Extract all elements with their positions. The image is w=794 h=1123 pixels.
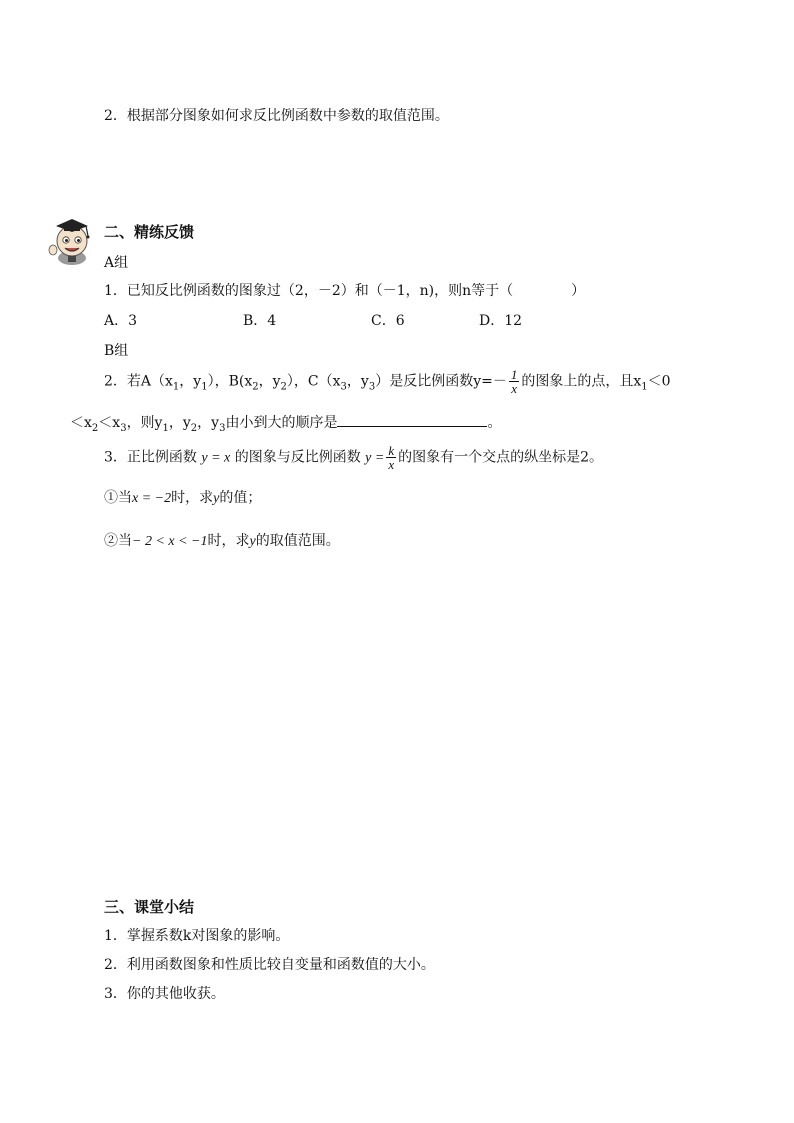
q2-text: 的图象上的点，且x bbox=[521, 373, 642, 390]
q2-sub: 3 bbox=[340, 381, 347, 393]
q3-sub1-text: 时，求 bbox=[171, 490, 214, 506]
question-1-prefix: 1．已知反比例函数的图象过（2，－2）和（－1，n)，则n等于（ bbox=[104, 283, 514, 299]
q2-text: 。 bbox=[487, 415, 502, 431]
q2-sub: 2 bbox=[252, 381, 259, 393]
group-b-label: B组 bbox=[104, 343, 129, 359]
fraction-denominator: x bbox=[511, 381, 517, 396]
q3-text: 3．正比例函数 bbox=[104, 449, 197, 466]
summary-item-2: 2．利用函数图象和性质比较自变量和函数值的大小。 bbox=[104, 957, 435, 973]
summary-item-3: 3．你的其他收获。 bbox=[104, 986, 225, 1002]
group-a-label: A组 bbox=[104, 255, 129, 271]
section2-title: 二、精练反馈 bbox=[104, 223, 195, 241]
q2-text: ），B(x bbox=[207, 373, 253, 390]
q2-function: y=－ bbox=[473, 373, 507, 390]
q2-text: ＜x bbox=[70, 415, 92, 431]
q2-sub: 1 bbox=[172, 381, 180, 393]
q2-text: 2．若A（x bbox=[104, 373, 173, 390]
q2-text: ）是反比例函数 bbox=[375, 373, 474, 390]
question-1 bbox=[104, 281, 585, 301]
option-a: A．3 bbox=[104, 313, 138, 329]
question-2-line-1 bbox=[104, 368, 671, 397]
student-mascot-icon bbox=[46, 214, 98, 266]
question-3-sub-2 bbox=[104, 531, 340, 552]
section3-title: 三、课堂小结 bbox=[104, 898, 195, 916]
section1-item-2: 2．根据部分图象如何求反比例函数中参数的取值范围。 bbox=[104, 108, 449, 124]
q3-function: y = bbox=[365, 450, 385, 466]
q2-text: 由小到大的顺序是 bbox=[225, 415, 338, 431]
question-3 bbox=[104, 444, 603, 471]
q2-sub: 3 bbox=[368, 381, 376, 393]
q3-sub2-text: 时，求 bbox=[207, 533, 250, 549]
q3-sub2-equation: − 2 < x < −1 bbox=[132, 534, 208, 549]
q3-sub1-variable: y bbox=[213, 491, 220, 506]
fraction-1-over-x bbox=[509, 368, 520, 395]
q2-sub: 1 bbox=[201, 381, 208, 393]
q2-sub: 1 bbox=[641, 381, 648, 393]
q2-sub: 2 bbox=[280, 381, 287, 393]
q2-text: ），C（x bbox=[286, 373, 341, 390]
q2-sub: 3 bbox=[120, 422, 127, 434]
fraction-k-over-x bbox=[386, 444, 396, 471]
q2-text: ＜0 bbox=[647, 373, 671, 390]
option-b: B．4 bbox=[243, 313, 277, 329]
q3-text: 的图象有一个交点的纵坐标是2。 bbox=[398, 449, 604, 466]
answer-blank[interactable] bbox=[337, 412, 487, 427]
q3-sub2-variable: y bbox=[249, 534, 256, 549]
fraction-denominator: x bbox=[388, 457, 395, 472]
q3-text: 的图象与反比例函数 bbox=[234, 449, 361, 466]
q3-sub2-text: ②当 bbox=[104, 533, 132, 549]
q2-text: ，则y bbox=[126, 415, 163, 431]
q2-sub: 3 bbox=[219, 422, 226, 434]
q2-text: ＜x bbox=[98, 415, 121, 431]
question-2-line-2 bbox=[70, 412, 501, 439]
q2-sub: 2 bbox=[190, 422, 198, 434]
q2-text: ，y bbox=[258, 373, 281, 390]
option-d: D．12 bbox=[479, 313, 523, 329]
q3-sub1-text: ①当 bbox=[104, 490, 132, 506]
q2-text: ，y bbox=[168, 415, 191, 431]
question-1-suffix: ） bbox=[571, 283, 586, 299]
q3-sub1-text: 的值； bbox=[219, 490, 262, 506]
q2-text: ，y bbox=[179, 373, 202, 390]
q3-equation: y = x bbox=[201, 450, 231, 466]
q2-sub: 1 bbox=[162, 422, 169, 434]
q2-sub: 2 bbox=[91, 422, 99, 434]
q2-text: ，y bbox=[346, 373, 369, 390]
q3-sub1-equation: x = −2 bbox=[132, 491, 172, 506]
q3-sub2-text: 的取值范围。 bbox=[255, 533, 340, 549]
fraction-numerator: k bbox=[388, 443, 395, 458]
summary-item-1: 1．掌握系数k对图象的影响。 bbox=[104, 928, 290, 944]
question-3-sub-1 bbox=[104, 488, 261, 509]
q2-text: ，y bbox=[197, 415, 220, 431]
fraction-numerator: 1 bbox=[510, 367, 518, 382]
option-c: C．6 bbox=[371, 313, 405, 329]
